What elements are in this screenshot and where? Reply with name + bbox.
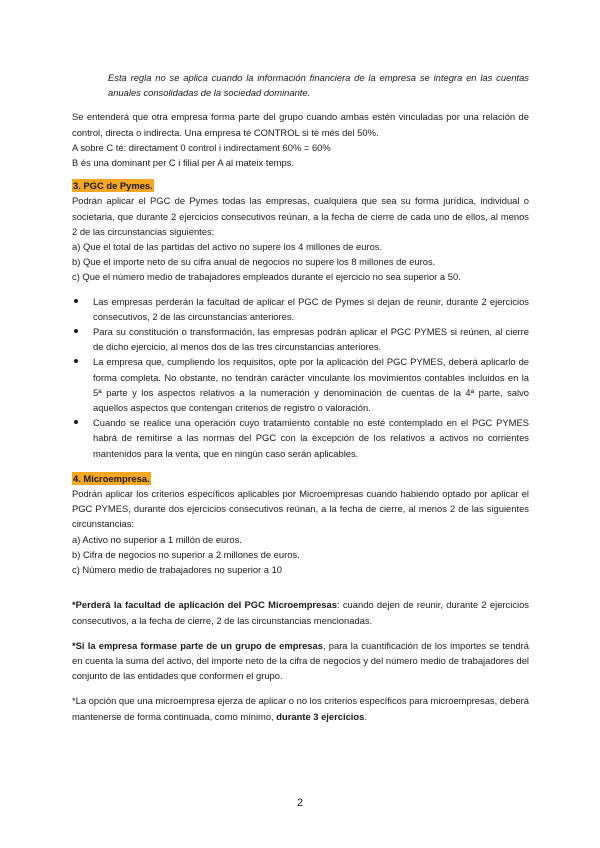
section-3-condition-b: b) Que el importe neto de su cifra anual de negocios no supere los 8 millones de euros.	[72, 256, 436, 268]
bullet-text: Para su constitución o transformación, las empresas podrán aplicar el PGC PYMES si reúnen, al cierre de dicho ejercicio, al menos dos de las tres circunstancias anteriores.	[93, 326, 529, 353]
bullet-item	[72, 415, 529, 461]
note-option-text: *La opción que una microempresa ejerza de aplicar o no los criterios específicos para microempresas, deberá mantenerse de forma continuada, como mínimo,	[72, 695, 530, 722]
note-option	[72, 693, 529, 723]
section-3-heading: 3. PGC de Pymes.	[73, 180, 153, 192]
section-4-intro: Podrán aplicar los criterios específicos aplicables por Microempresas cuando habiendo optado por aplicar el PGC PYMES, durante dos ejercicios consecutivos reúnan, a la fecha de cierre, al menos 2 de las siguientes circunstancias:	[72, 488, 529, 530]
note-option-bold: durante 3 ejercicios	[276, 710, 365, 722]
quote-paragraph: Esta regla no se aplica cuando la información financiera de la empresa se integra en las cuentas anuales consolidadas de la sociedad dominante.	[108, 72, 529, 99]
note-group-text: , para la cuantificación de los importes se tendrá en cuenta la suma del activo, del importe neto de la cifra de negocios y del número medio de trabajadores del conjunto de las entidades que conformen el grupo.	[72, 639, 529, 682]
section-4-condition-b: b) Cifra de negocios no superior a 2 millones de euros.	[72, 548, 300, 560]
section-3-bullet-list	[72, 294, 529, 461]
note-lose-faculty-bold: *Perderá la facultad de aplicación del PGC Microempresas	[72, 599, 337, 611]
note-group	[72, 638, 529, 684]
note-option-end: .	[364, 710, 367, 722]
section-4-condition-a: a) Activo no superior a 1 millón de euros.	[72, 533, 242, 545]
bullet-text: Cuando se realice una operación cuyo tratamiento contable no esté contemplado en el PGC PYMES habrá de remitirse a las normas del PGC con la excepción de los relativos a activos no corrientes mantenidos para la venta, que en ningún caso serán aplicables.	[93, 417, 529, 459]
group-definition: Se entenderá que otra empresa forma parte del grupo cuando ambas estén vinculadas por una relación de control, directa o indirecta. Una empresa té CONTROL si té més del 50%.	[72, 111, 529, 138]
bullet-item	[72, 294, 529, 324]
page-number: 2	[296, 797, 304, 809]
control-example: A sobre C té: directament 0 control i indirectament 60% = 60%	[72, 141, 331, 153]
document-page	[72, 70, 529, 724]
section-3-condition-a: a) Que el total de las partidas del activo no supere los 4 millones de euros.	[72, 241, 383, 253]
note-group-bold: *Si la empresa formase parte de un grupo de empresas	[72, 639, 323, 651]
bullet-text: Las empresas perderán la facultad de aplicar el PGC de Pymes si dejan de reunir, durante 2 ejercicios consecutivos, 2 de las circunstancias anteriores.	[93, 295, 529, 322]
dominant-example: B és una dominant per C i filial per A al mateix temps.	[72, 157, 294, 169]
section-4-heading: 4. Microempresa.	[73, 472, 150, 484]
bullet-dot-icon	[74, 329, 78, 333]
section-3-intro: Podrán aplicar el PGC de Pymes todas las empresas, cualquiera que sea su forma jurídica, individual o societaria, que durante 2 ejercicios consecutivos reúnan, a la fecha de cierre de cada uno de ellos, al menos 2 de las circunstancias siguientes:	[72, 195, 529, 237]
bullet-dot-icon	[74, 359, 78, 363]
section-4-condition-c: c) Número medio de trabajadores no superior a 10	[72, 564, 283, 576]
note-lose-faculty-text: : cuando dejen de reunir, durante 2 ejercicios consecutivos, a la fecha de cierre, 2 de las circunstancias mencionadas.	[72, 599, 529, 626]
bullet-text: La empresa que, cumpliendo los requisitos, opte por la aplicación del PGC PYMES, deberá aplicarlo de forma completa. No obstante, no tendrán carácter vinculante los movimientos contables incluidos en la 5ª parte y los aspectos relativos a la numeración y denominación de cuentas de la 4ª parte, salvo aquellos aspectos que contengan criterios de registro o valoración.	[93, 356, 529, 414]
section-3-heading-line	[72, 178, 529, 193]
bullet-dot-icon	[74, 420, 78, 424]
bullet-item	[72, 354, 529, 415]
section-4-heading-line	[72, 471, 529, 486]
section-3-condition-c: c) Que el número medio de trabajadores empleados durante el ejercicio no sea superior a 50.	[72, 271, 461, 283]
note-lose-faculty	[72, 597, 529, 627]
bullet-item	[72, 324, 529, 354]
bullet-dot-icon	[74, 299, 78, 303]
